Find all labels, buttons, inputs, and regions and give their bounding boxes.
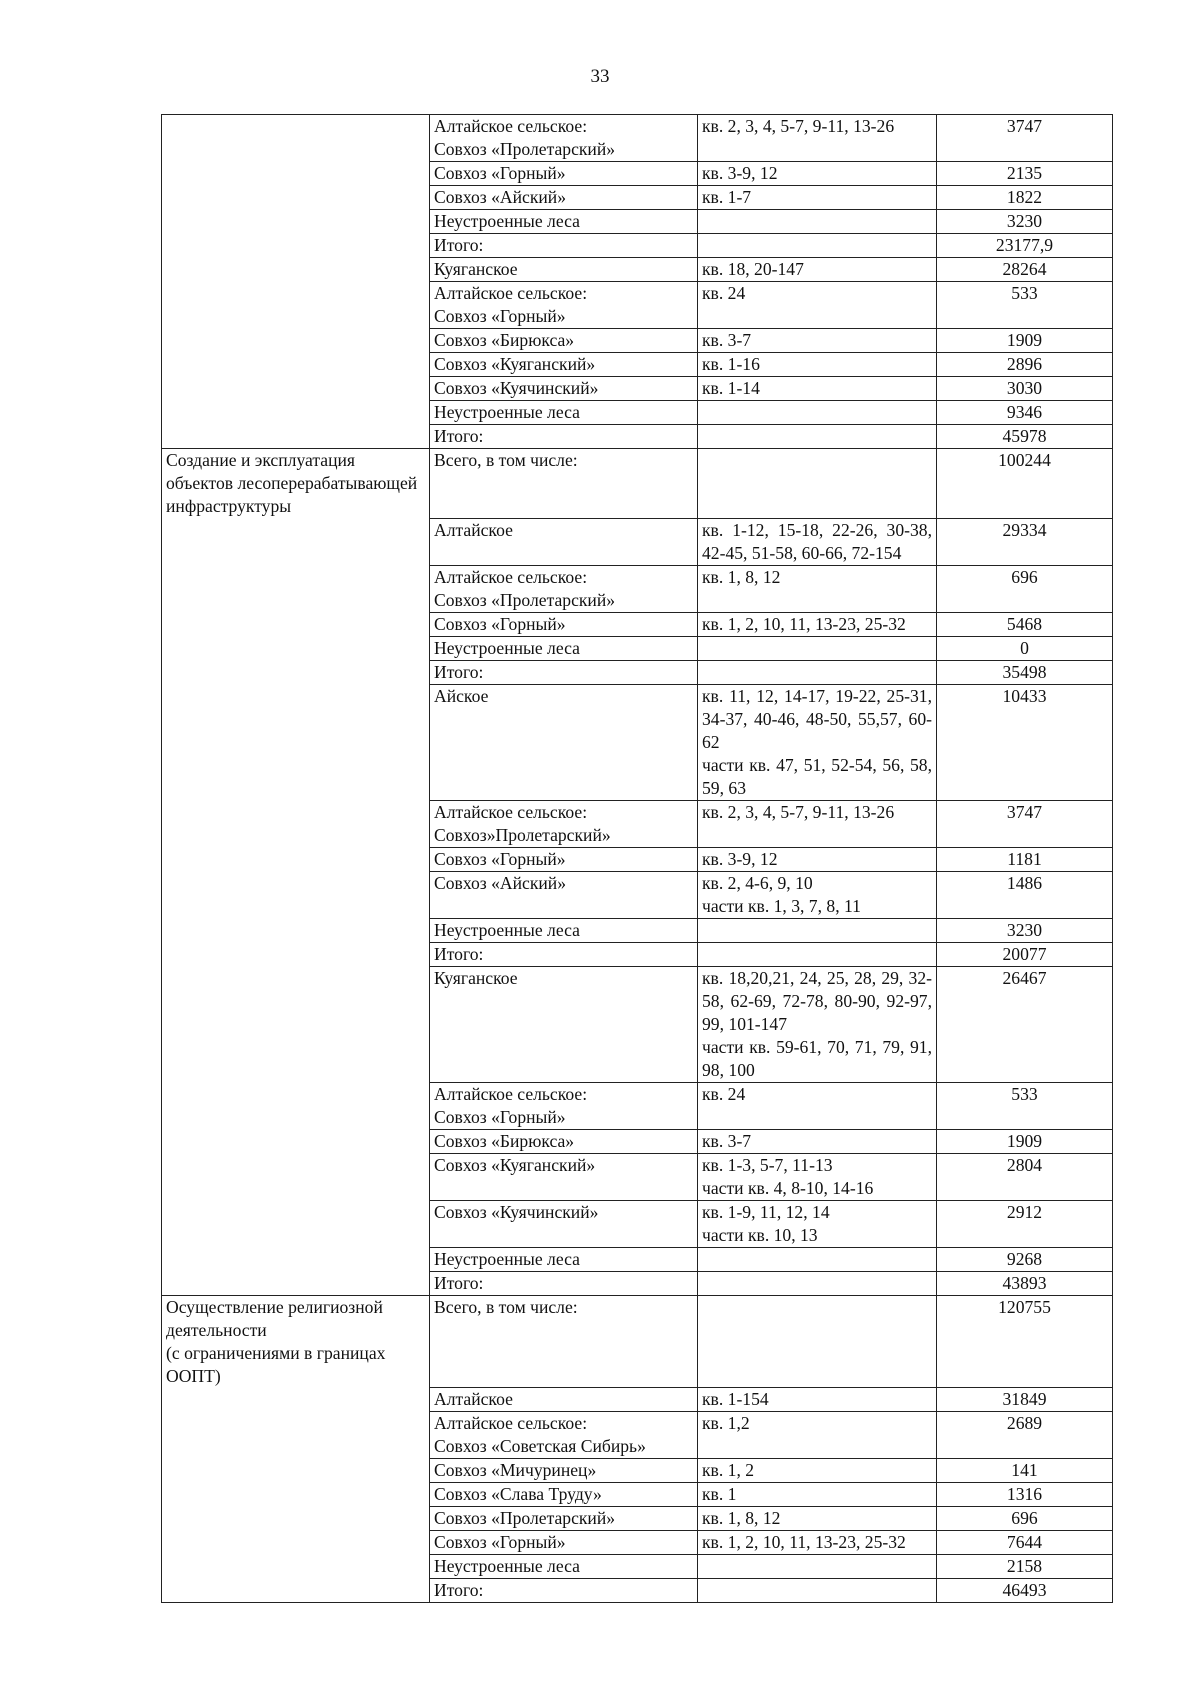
forestry-name: Неустроенные леса bbox=[434, 919, 580, 940]
quarters-cell bbox=[698, 1247, 937, 1271]
purpose-text: Создание и эксплуатация объектов лесоперерабатывающей инфраструктуры bbox=[166, 450, 418, 516]
table-row bbox=[162, 1082, 1113, 1129]
table-row bbox=[162, 1271, 1113, 1295]
forestry-cell bbox=[430, 1507, 698, 1531]
quarters-text: кв. 2, 3, 4, 5-7, 9-11, 13-26 bbox=[702, 801, 895, 822]
area-cell: 5468 bbox=[937, 612, 1113, 636]
area-cell: 100244 bbox=[937, 449, 1113, 519]
forestry-cell bbox=[430, 1531, 698, 1555]
table-row bbox=[162, 329, 1113, 353]
purpose-cell bbox=[162, 1271, 430, 1295]
area-cell: 10433 bbox=[937, 684, 1113, 800]
forestry-name: Алтайское bbox=[434, 1389, 513, 1409]
purpose-cell bbox=[162, 1153, 430, 1200]
forestry-name: Совхоз «Советская Сибирь» bbox=[434, 1436, 646, 1456]
quarters-text: части кв. 10, 13 bbox=[702, 1224, 818, 1245]
purpose-cell bbox=[162, 612, 430, 636]
area-cell: 3030 bbox=[937, 377, 1113, 401]
forestry-cell bbox=[430, 162, 698, 186]
forestry-name: Совхоз «Бирюкса» bbox=[434, 330, 575, 350]
quarters-cell bbox=[698, 1129, 937, 1153]
purpose-cell bbox=[162, 329, 430, 353]
table-row bbox=[162, 612, 1113, 636]
purpose-cell bbox=[162, 847, 430, 871]
forestry-cell bbox=[430, 282, 698, 329]
area-cell: 43893 bbox=[937, 1271, 1113, 1295]
purpose-cell bbox=[162, 636, 430, 660]
forestry-cell bbox=[430, 425, 698, 449]
quarters-cell bbox=[698, 329, 937, 353]
forestry-name: Совхоз «Айский» bbox=[434, 187, 567, 207]
forestry-name: Совхоз «Пролетарский» bbox=[434, 1508, 616, 1528]
purpose-cell bbox=[162, 210, 430, 234]
area-cell: 3747 bbox=[937, 800, 1113, 847]
area-cell: 29334 bbox=[937, 518, 1113, 565]
quarters-text: кв. 24 bbox=[702, 283, 746, 303]
forestry-name: Неустроенные леса bbox=[434, 637, 580, 658]
purpose-cell bbox=[162, 1247, 430, 1271]
quarters-cell bbox=[698, 162, 937, 186]
quarters-cell bbox=[698, 258, 937, 282]
forestry-cell bbox=[430, 684, 698, 800]
table-row bbox=[162, 1579, 1113, 1603]
purpose-cell bbox=[162, 377, 430, 401]
quarters-text: кв. 1-16 bbox=[702, 354, 760, 374]
purpose-cell bbox=[162, 918, 430, 942]
forestry-cell bbox=[430, 636, 698, 660]
forestry-cell bbox=[430, 449, 698, 519]
table-row bbox=[162, 1555, 1113, 1579]
quarters-cell bbox=[698, 847, 937, 871]
quarters-cell bbox=[698, 942, 937, 966]
forestry-name: Совхоз «Слава Труду» bbox=[434, 1484, 602, 1504]
purpose-cell bbox=[162, 1082, 430, 1129]
area-cell: 2689 bbox=[937, 1412, 1113, 1459]
table-row bbox=[162, 1388, 1113, 1412]
area-cell: 2804 bbox=[937, 1153, 1113, 1200]
table-row bbox=[162, 847, 1113, 871]
quarters-text: кв. 1, 2, 10, 11, 13-23, 25-32 bbox=[702, 1532, 906, 1552]
quarters-text: части кв. 4, 8-10, 14-16 bbox=[702, 1177, 874, 1198]
forestry-name: Совхоз «Пролетарский» bbox=[434, 139, 616, 159]
area-cell: 1909 bbox=[937, 329, 1113, 353]
quarters-cell bbox=[698, 1459, 937, 1483]
quarters-cell bbox=[698, 1295, 937, 1388]
forestry-cell bbox=[430, 871, 698, 918]
table-row bbox=[162, 1129, 1113, 1153]
quarters-cell bbox=[698, 966, 937, 1082]
quarters-cell bbox=[698, 1555, 937, 1579]
table-row bbox=[162, 186, 1113, 210]
quarters-cell bbox=[698, 565, 937, 612]
forestry-name: Алтайское сельское: bbox=[434, 1083, 588, 1104]
quarters-cell bbox=[698, 684, 937, 800]
quarters-cell bbox=[698, 1082, 937, 1129]
quarters-cell bbox=[698, 1531, 937, 1555]
area-cell: 0 bbox=[937, 636, 1113, 660]
table-row bbox=[162, 1200, 1113, 1247]
forestry-name: Совхоз «Пролетарский» bbox=[434, 589, 616, 610]
forestry-name: Неустроенные леса bbox=[434, 1556, 580, 1576]
purpose-cell bbox=[162, 1555, 430, 1579]
table-row bbox=[162, 518, 1113, 565]
forestry-cell bbox=[430, 565, 698, 612]
forestry-cell bbox=[430, 115, 698, 162]
purpose-cell bbox=[162, 660, 430, 684]
table-row bbox=[162, 871, 1113, 918]
forestry-name: Алтайское сельское: bbox=[434, 801, 588, 822]
forestry-name: Алтайское сельское: bbox=[434, 116, 588, 136]
quarters-text: кв. 2, 3, 4, 5-7, 9-11, 13-26 bbox=[702, 116, 895, 136]
quarters-text: кв. 18, 20-147 bbox=[702, 259, 804, 279]
table-row bbox=[162, 449, 1113, 519]
forestry-name: Итого: bbox=[434, 235, 484, 255]
table-row bbox=[162, 1247, 1113, 1271]
table-row bbox=[162, 1531, 1113, 1555]
area-cell: 7644 bbox=[937, 1531, 1113, 1555]
forestry-name: Алтайское сельское: bbox=[434, 1413, 588, 1433]
area-cell: 45978 bbox=[937, 425, 1113, 449]
table-row bbox=[162, 1153, 1113, 1200]
forestry-cell bbox=[430, 234, 698, 258]
area-cell: 533 bbox=[937, 282, 1113, 329]
area-cell: 2912 bbox=[937, 1200, 1113, 1247]
area-cell: 3747 bbox=[937, 115, 1113, 162]
forestry-name: Куяганское bbox=[434, 967, 518, 988]
quarters-text: части кв. 59-61, 70, 71, 79, 91, 98, 100 bbox=[702, 1036, 932, 1080]
purpose-cell bbox=[162, 1579, 430, 1603]
quarters-cell bbox=[698, 353, 937, 377]
quarters-cell bbox=[698, 234, 937, 258]
purpose-cell bbox=[162, 115, 430, 162]
quarters-text: кв. 1, 8, 12 bbox=[702, 1508, 781, 1528]
area-cell: 1909 bbox=[937, 1129, 1113, 1153]
area-cell: 1181 bbox=[937, 847, 1113, 871]
table-row bbox=[162, 966, 1113, 1082]
table-row bbox=[162, 282, 1113, 329]
forestry-cell bbox=[430, 1459, 698, 1483]
quarters-text: кв. 1 bbox=[702, 1484, 737, 1504]
area-cell: 141 bbox=[937, 1459, 1113, 1483]
quarters-cell bbox=[698, 1483, 937, 1507]
area-cell: 2896 bbox=[937, 353, 1113, 377]
forestry-cell bbox=[430, 918, 698, 942]
forestry-name: Совхоз «Куяганский» bbox=[434, 1154, 596, 1175]
page-number: 33 bbox=[590, 66, 610, 87]
quarters-text: кв. 3-7 bbox=[702, 1130, 752, 1151]
purpose-cell bbox=[162, 353, 430, 377]
quarters-cell bbox=[698, 1412, 937, 1459]
forestry-name: Совхоз «Горный» bbox=[434, 1106, 566, 1127]
forestry-name: Куяганское bbox=[434, 259, 518, 279]
area-cell: 20077 bbox=[937, 942, 1113, 966]
purpose-cell bbox=[162, 871, 430, 918]
quarters-text: кв. 1, 2 bbox=[702, 1460, 755, 1480]
table-row bbox=[162, 918, 1113, 942]
table-row bbox=[162, 800, 1113, 847]
forestry-cell bbox=[430, 612, 698, 636]
purpose-cell bbox=[162, 966, 430, 1082]
purpose-text: Осуществление религиозной деятельности bbox=[166, 1296, 383, 1340]
quarters-cell bbox=[698, 612, 937, 636]
forestry-name: Совхоз «Горный» bbox=[434, 163, 566, 183]
purpose-cell bbox=[162, 942, 430, 966]
quarters-text: кв. 24 bbox=[702, 1083, 746, 1104]
forestry-cell bbox=[430, 329, 698, 353]
forestry-cell bbox=[430, 1483, 698, 1507]
quarters-text: кв. 2, 4-6, 9, 10 bbox=[702, 872, 813, 893]
forestry-cell bbox=[430, 1579, 698, 1603]
forestry-name: Совхоз «Мичуринец» bbox=[434, 1460, 597, 1480]
quarters-cell bbox=[698, 660, 937, 684]
table-row bbox=[162, 115, 1113, 162]
purpose-cell bbox=[162, 1459, 430, 1483]
forestry-name: Совхоз «Куячинский» bbox=[434, 1201, 599, 1222]
table-row bbox=[162, 210, 1113, 234]
forestry-name: Алтайское сельское: bbox=[434, 283, 588, 303]
area-cell: 9268 bbox=[937, 1247, 1113, 1271]
quarters-text: кв. 18,20,21, 24, 25, 28, 29, 32-58, 62-69, 72-78, 80-90, 92-97, 99, 101-147 bbox=[702, 967, 932, 1034]
purpose-cell bbox=[162, 1531, 430, 1555]
table-row bbox=[162, 684, 1113, 800]
forestry-name: Совхоз «Айский» bbox=[434, 872, 567, 893]
table-row bbox=[162, 660, 1113, 684]
purpose-cell bbox=[162, 401, 430, 425]
purpose-cell bbox=[162, 1412, 430, 1459]
quarters-cell bbox=[698, 401, 937, 425]
quarters-cell bbox=[698, 1271, 937, 1295]
table-row bbox=[162, 636, 1113, 660]
purpose-cell bbox=[162, 1388, 430, 1412]
purpose-cell bbox=[162, 425, 430, 449]
quarters-cell bbox=[698, 449, 937, 519]
quarters-cell bbox=[698, 115, 937, 162]
quarters-cell bbox=[698, 518, 937, 565]
table-row bbox=[162, 425, 1113, 449]
forestry-name: Совхоз «Куячинский» bbox=[434, 378, 599, 398]
purpose-cell bbox=[162, 1295, 430, 1388]
quarters-cell bbox=[698, 1507, 937, 1531]
forestry-name: Совхоз «Бирюкса» bbox=[434, 1130, 575, 1151]
table-row bbox=[162, 1459, 1113, 1483]
area-cell: 31849 bbox=[937, 1388, 1113, 1412]
area-cell: 9346 bbox=[937, 401, 1113, 425]
forestry-cell bbox=[430, 353, 698, 377]
area-cell: 35498 bbox=[937, 660, 1113, 684]
area-cell: 26467 bbox=[937, 966, 1113, 1082]
quarters-text: кв. 1-14 bbox=[702, 378, 760, 398]
area-cell: 23177,9 bbox=[937, 234, 1113, 258]
forestry-name: Совхоз «Горный» bbox=[434, 613, 566, 634]
forestry-name: Совхоз «Горный» bbox=[434, 848, 566, 869]
forestry-name: Итого: bbox=[434, 426, 484, 446]
area-cell: 696 bbox=[937, 1507, 1113, 1531]
area-cell: 696 bbox=[937, 565, 1113, 612]
purpose-cell bbox=[162, 1483, 430, 1507]
purpose-cell bbox=[162, 234, 430, 258]
quarters-cell bbox=[698, 1153, 937, 1200]
table-row bbox=[162, 162, 1113, 186]
area-cell: 3230 bbox=[937, 918, 1113, 942]
area-cell: 2158 bbox=[937, 1555, 1113, 1579]
area-cell: 1822 bbox=[937, 186, 1113, 210]
forestry-name: Всего, в том числе: bbox=[434, 450, 578, 470]
quarters-cell bbox=[698, 918, 937, 942]
table-row bbox=[162, 1507, 1113, 1531]
forestry-cell bbox=[430, 258, 698, 282]
area-cell: 120755 bbox=[937, 1295, 1113, 1388]
forestry-name: Итого: bbox=[434, 1580, 484, 1600]
quarters-text: кв. 1, 2, 10, 11, 13-23, 25-32 bbox=[702, 613, 906, 634]
forestry-name: Итого: bbox=[434, 943, 484, 964]
table-row bbox=[162, 353, 1113, 377]
forestry-cell bbox=[430, 660, 698, 684]
quarters-text: кв. 3-9, 12 bbox=[702, 163, 778, 183]
forestry-cell bbox=[430, 518, 698, 565]
forestry-cell bbox=[430, 401, 698, 425]
forestry-cell bbox=[430, 210, 698, 234]
forestry-cell bbox=[430, 1295, 698, 1388]
table-row bbox=[162, 401, 1113, 425]
forestry-cell bbox=[430, 1247, 698, 1271]
purpose-text: (с ограничениями в границах ООПТ) bbox=[166, 1342, 386, 1386]
table-row bbox=[162, 1412, 1113, 1459]
forestry-name: Итого: bbox=[434, 1272, 484, 1293]
table-row bbox=[162, 258, 1113, 282]
purpose-cell bbox=[162, 565, 430, 612]
quarters-text: кв. 1-9, 11, 12, 14 bbox=[702, 1201, 830, 1222]
area-cell: 2135 bbox=[937, 162, 1113, 186]
area-cell: 1486 bbox=[937, 871, 1113, 918]
area-cell: 1316 bbox=[937, 1483, 1113, 1507]
forestry-name: Алтайское bbox=[434, 519, 513, 540]
forestry-cell bbox=[430, 942, 698, 966]
quarters-text: кв. 1, 8, 12 bbox=[702, 566, 781, 587]
table-row bbox=[162, 942, 1113, 966]
table-row bbox=[162, 234, 1113, 258]
quarters-text: кв. 1-12, 15-18, 22-26, 30-38, 42-45, 51-58, 60-66, 72-154 bbox=[702, 519, 932, 563]
purpose-cell bbox=[162, 449, 430, 519]
forestry-cell bbox=[430, 1129, 698, 1153]
forestry-name: Айское bbox=[434, 685, 489, 706]
quarters-text: кв. 1,2 bbox=[702, 1413, 750, 1433]
forestry-cell bbox=[430, 377, 698, 401]
area-cell: 3230 bbox=[937, 210, 1113, 234]
forestry-name: Совхоз»Пролетарский» bbox=[434, 824, 611, 845]
area-cell: 533 bbox=[937, 1082, 1113, 1129]
quarters-text: кв. 3-7 bbox=[702, 330, 752, 350]
quarters-cell bbox=[698, 1388, 937, 1412]
table-row bbox=[162, 565, 1113, 612]
purpose-cell bbox=[162, 186, 430, 210]
table-row bbox=[162, 1295, 1113, 1388]
quarters-cell bbox=[698, 377, 937, 401]
forestry-cell bbox=[430, 847, 698, 871]
forestry-name: Итого: bbox=[434, 661, 484, 682]
purpose-cell bbox=[162, 1507, 430, 1531]
forestry-cell bbox=[430, 1200, 698, 1247]
quarters-cell bbox=[698, 282, 937, 329]
forestry-cell bbox=[430, 186, 698, 210]
purpose-cell bbox=[162, 800, 430, 847]
quarters-cell bbox=[698, 800, 937, 847]
forestry-name: Алтайское сельское: bbox=[434, 566, 588, 587]
quarters-cell bbox=[698, 636, 937, 660]
forestry-name: Совхоз «Горный» bbox=[434, 306, 566, 326]
forestry-name: Неустроенные леса bbox=[434, 211, 580, 231]
quarters-text: кв. 3-9, 12 bbox=[702, 848, 778, 869]
quarters-cell bbox=[698, 186, 937, 210]
table-row bbox=[162, 377, 1113, 401]
forestry-name: Совхоз «Горный» bbox=[434, 1532, 566, 1552]
forestry-cell bbox=[430, 966, 698, 1082]
purpose-cell bbox=[162, 282, 430, 329]
quarters-text: кв. 11, 12, 14-17, 19-22, 25-31, 34-37, 40-46, 48-50, 55,57, 60-62 bbox=[702, 685, 932, 752]
forestry-cell bbox=[430, 1271, 698, 1295]
quarters-text: части кв. 1, 3, 7, 8, 11 bbox=[702, 895, 861, 916]
quarters-cell bbox=[698, 871, 937, 918]
forestry-name: Неустроенные леса bbox=[434, 1248, 580, 1269]
purpose-cell bbox=[162, 1200, 430, 1247]
forestry-name: Совхоз «Куяганский» bbox=[434, 354, 596, 374]
purpose-cell bbox=[162, 518, 430, 565]
quarters-cell bbox=[698, 1200, 937, 1247]
forestry-cell bbox=[430, 1153, 698, 1200]
quarters-text: части кв. 47, 51, 52-54, 56, 58, 59, 63 bbox=[702, 754, 932, 798]
purpose-cell bbox=[162, 684, 430, 800]
quarters-cell bbox=[698, 1579, 937, 1603]
purpose-cell bbox=[162, 1129, 430, 1153]
forestry-name: Неустроенные леса bbox=[434, 402, 580, 422]
purpose-cell bbox=[162, 162, 430, 186]
quarters-text: кв. 1-154 bbox=[702, 1389, 769, 1409]
area-cell: 28264 bbox=[937, 258, 1113, 282]
quarters-cell bbox=[698, 210, 937, 234]
forestry-cell bbox=[430, 1412, 698, 1459]
quarters-text: кв. 1-3, 5-7, 11-13 bbox=[702, 1154, 833, 1175]
area-cell: 46493 bbox=[937, 1579, 1113, 1603]
forestry-name: Всего, в том числе: bbox=[434, 1296, 578, 1317]
purpose-cell bbox=[162, 258, 430, 282]
forest-quarters-table bbox=[161, 114, 1113, 1603]
forestry-cell bbox=[430, 1555, 698, 1579]
quarters-cell bbox=[698, 425, 937, 449]
table-body bbox=[162, 115, 1113, 1603]
forestry-cell bbox=[430, 800, 698, 847]
quarters-text: кв. 1-7 bbox=[702, 187, 752, 207]
table-row bbox=[162, 1483, 1113, 1507]
forestry-cell bbox=[430, 1388, 698, 1412]
forestry-cell bbox=[430, 1082, 698, 1129]
